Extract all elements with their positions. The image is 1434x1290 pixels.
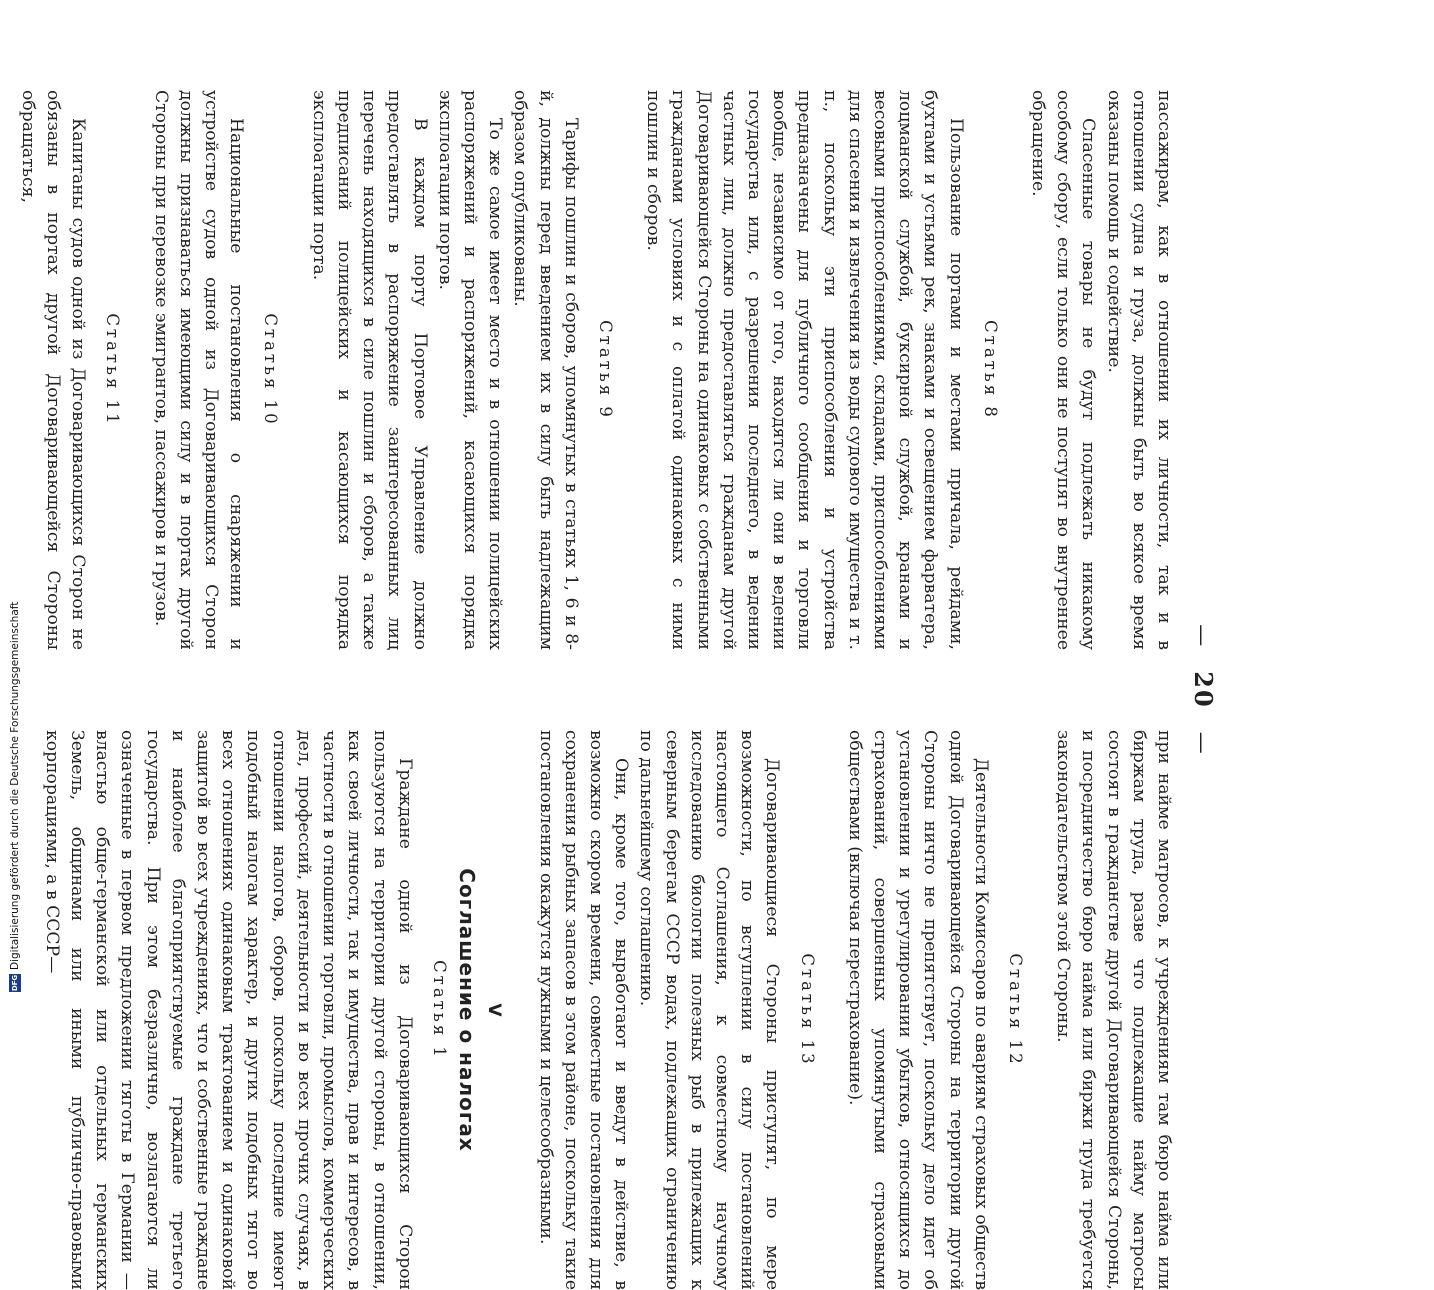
article-13-heading: Статья 13	[797, 953, 817, 1067]
article-10-text: Национальные постановления о снаряжении и устройстве судов одной из Договаривающихся Сторон должны признаваться имеющими силу и в портах другой Стороны при перевозке эмигрантов, пассажиров и грузов.	[150, 90, 247, 650]
article-10-heading: Статья 10	[261, 313, 281, 427]
article-13-text: Договаривающиеся Стороны приступят, по мере возможности, по вступлении в силу постановлений настоящего Соглашения, к совместному научному исследованию биологии полезных рыб в прилежащих к северным берегам СССР водах, подлежащих ограничению по дальнейшему соглашению.	[636, 730, 783, 1290]
article-9-text: Тарифы пошлин и сборов, упомянутых в статьях 1, 6 и 8-й, должны перед введением их в силу быть надлежащим образом опубликованы.	[510, 90, 581, 650]
paragraph-saved-goods: Спасенные товары не будут подлежать никакому особому сбору, если только они не поступят во внутреннее обращение.	[1027, 90, 1099, 650]
article-8-text: Пользование портами и местами причала, рейдами, бухтами и устьями рек, знаками и освещением фарватера, лоцманской службой, буксирной службой, кранами и весовыми приспособлениями, складами, приспособлениями для спасения и извлечения из воды судового имущества и т. п., поскольку эти приспособления и устройства предназначены для публичного сообщения и торговли вообще, независимо от того, находятся ли они в ведении государства или, с разрешения последнего, в ведении частных лиц, должно предоставляться гражданам другой Договаривающейся Стороны на одинаковых с собственными гражданами условиях и с оплатой одинаковых с ними пошлин и сборов.	[643, 90, 966, 650]
article-11-text: Капитаны судов одной из Договаривающихся Сторон не обязаны в портах другой Договаривающейся Стороны обращаться,	[17, 90, 89, 650]
article-11-heading: Статья 11	[103, 313, 123, 427]
rotated-page-content	[17, 90, 1220, 1290]
page-header	[1189, 90, 1218, 1290]
tax-article-1-heading: Статья 1	[429, 960, 449, 1060]
paragraph-continuation-right: при найме матросов, к учреждениям там бюро найма или биржам труда, разве что подлежащие найму матросы состоят в гражданстве другой Договаривающейся Стороны, и посредничество бюро найма или биржи труда требуется законодательством этой Стороны.	[1053, 730, 1174, 1290]
article-12-text: Деятельности Комиссаров по авариям страховых обществ одной Договаривающейся Стороны на территории другой Стороны ничто не препятствует, поскольку дело идет об установлении и урегулировании убытков, относящихся до страхований, совершенных упомянутыми страховыми обществами (включая перестрахование).	[844, 730, 991, 1290]
paragraph-continuation: пассажирам, как в отношении их личности, так и в отношении судна и груза, должны быть во всякое время оказаны помощь и содействие.	[1103, 90, 1174, 650]
article-8-heading: Статья 8	[980, 320, 1000, 420]
tax-article-1-text: Граждане одной из Договаривающихся Сторон пользуются на территории другой стороны, в отношении, как своей личности, так и имущества, прав и интересов, в частности в отношении торговли, промыслов, коммерческих дел, профессий, деятельности и во всех прочих случаях, в отношении налогов, сборов, поскольку последние имеют подобный налогам характер, и других подобных тягот во всех отношениях одинаковым трактованием и одинаковой защитой во всех учреждениях, что и собственные граждане и наиболее благоприятствуемые граждане третьего государства. При этом безразлично, возлагаются ли означенные в первом предложении тяготы в Германии — властью обще-германской или отдельных германских Земель, общинами или иными публично-правовыми корпорациями, а в СССР—	[41, 730, 415, 1290]
header-dash-left: —	[1189, 624, 1214, 649]
article-9-paragraph-3: В каждом порту Портовое Управление должно предоставлять в распоряжение заинтересованных лиц перечень находящихся в силе пошлин и сборов, а также предписаний полицейских и касающихся порядка эксплоатации порта.	[308, 90, 430, 650]
left-column	[15, 90, 1176, 650]
article-9-paragraph-2: То же самое имеет место и в отношении полицейских распоряжений и распоряжений, касающихся порядка эксплоатации портов.	[434, 90, 506, 650]
digitization-notice	[2, 0, 28, 1000]
section-roman-numeral: V	[484, 1003, 505, 1017]
article-9-heading: Статья 9	[595, 320, 615, 420]
section-title: Соглашение о налогах	[455, 868, 480, 1152]
funding-note: Digitalisierung gefördert durch die Deutsche Forschungsgemeinschaft	[9, 601, 21, 970]
digitization-notice-text	[2, 0, 28, 1000]
article-13-paragraph-2: Они, кроме того, выработают и введут в действие, в возможно скором времени, совместные постановления для сохранения рыбных запасов в этом районе, поскольку такие постановления окажутся нужными и целесообразными.	[535, 730, 632, 1290]
header-dash-right: —	[1189, 731, 1214, 756]
page-number: 20	[1189, 671, 1218, 709]
right-column	[39, 730, 1176, 1290]
article-12-heading: Статья 12	[1005, 953, 1025, 1067]
dfg-logo-icon: DFG	[11, 974, 19, 992]
